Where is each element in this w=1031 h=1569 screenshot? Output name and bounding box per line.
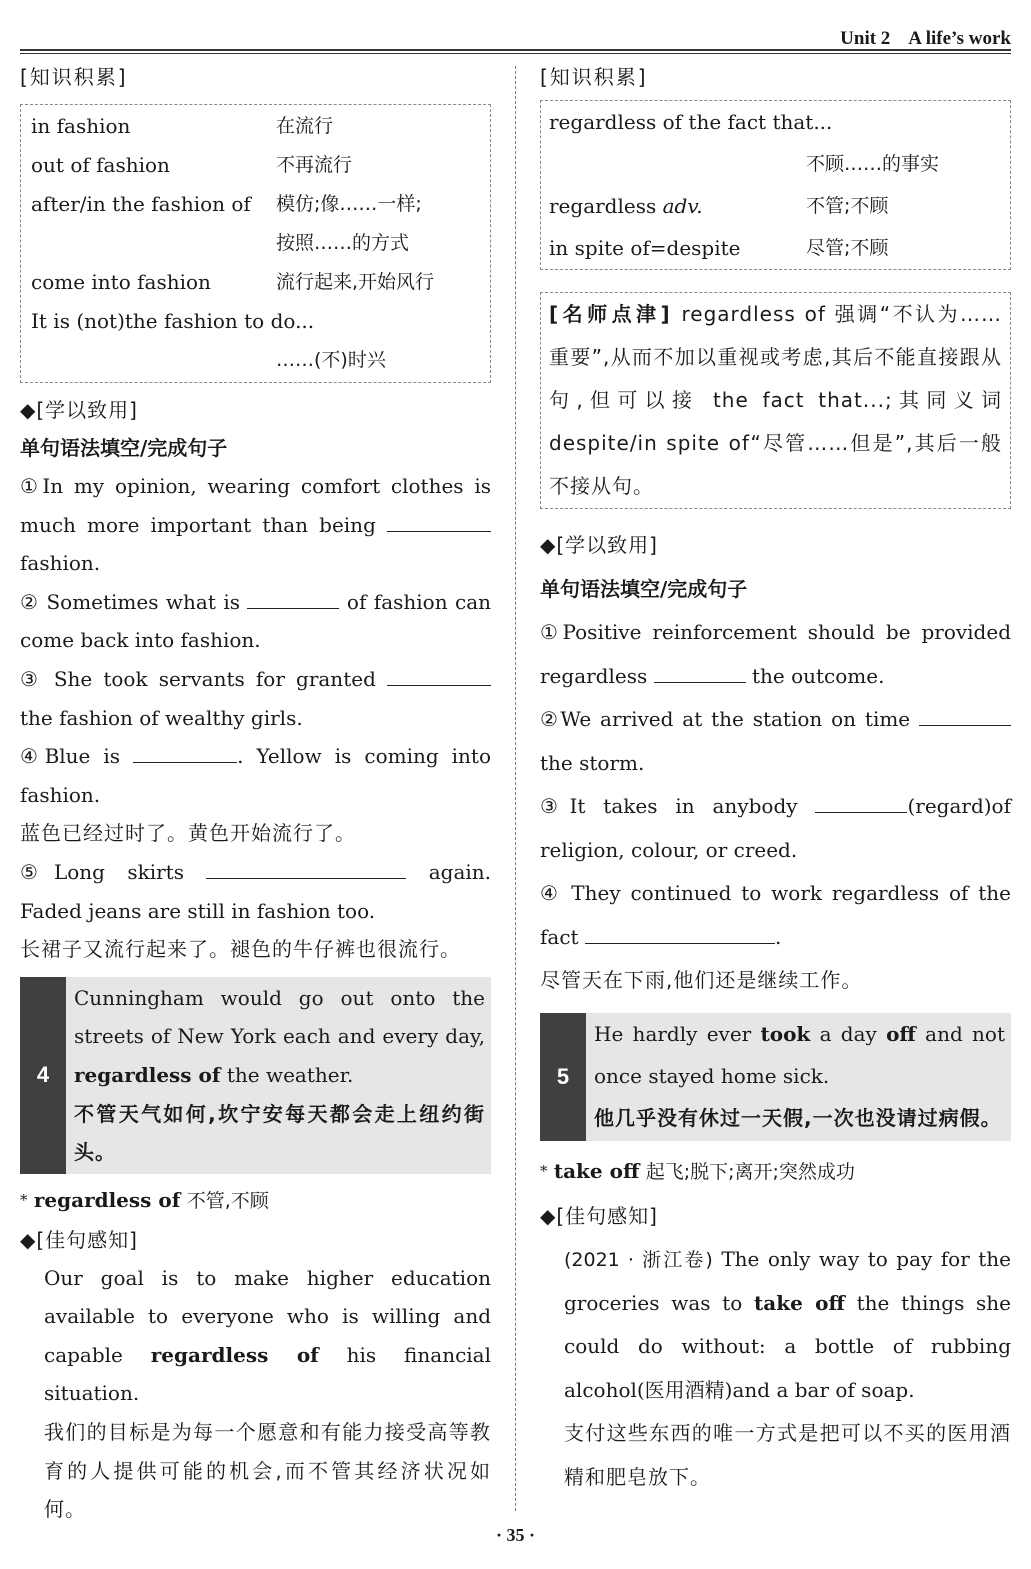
tip-tag: [名师点津]: [549, 302, 673, 326]
vocab-en: out of fashion: [31, 153, 170, 177]
teacher-tip-box: [540, 292, 1011, 509]
answer-blank[interactable]: [206, 858, 406, 879]
vocab-row: [31, 107, 480, 146]
vocab-en: come into fashion: [31, 270, 211, 294]
feature-body: He hardly ever took a day off and not once stayed home sick. 他几乎没有休过一天假,一次也没请过病假。: [586, 1013, 1011, 1141]
vocab-row: [31, 146, 480, 185]
left-column: [20, 62, 491, 1529]
apply-tag: ◆[学以致用]: [20, 398, 138, 422]
example-block: Our goal is to make higher education available to everyone who is willing and capable regardless of his financial situation. 我们的目标是为每一个愿意和有能力接受高等教育的人提供可能的机会,而不管其经济状况如何。: [20, 1259, 491, 1529]
answer-blank[interactable]: [133, 742, 237, 763]
vocab-row: [31, 263, 480, 302]
vocab-en: in fashion: [31, 114, 131, 138]
feature-body: Cunningham would go out onto the streets of New York each and every day, regardless of the weather. 不管天气如何,坎宁安每天都会走上纽约街头。: [66, 977, 491, 1174]
exercise-title: 单句语法填空/完成句子: [540, 577, 748, 601]
question-2: ② Sometimes what is of fashion can come back into fashion.: [20, 589, 492, 653]
vocab-box: [540, 100, 1011, 270]
question-3: ③It takes in anybody (regard)of religion, colour, or creed.: [540, 794, 1011, 862]
tip-text: regardless of 强调“不认为……重要”,从而不加以重视或考虑,其后不能直接跟从句,但可以接 the fact that...;其同义词 despite/in spite of“尽管……但是”,其后一般不接从句。: [549, 302, 1002, 498]
vocab-row: regardless of the fact that...: [549, 110, 833, 134]
answer-blank[interactable]: [247, 588, 339, 609]
vocab-en: [31, 341, 276, 380]
feature-number: 4: [20, 977, 66, 1174]
vocab-zh: 尽管;不顾: [806, 237, 889, 259]
answer-blank[interactable]: [919, 705, 1011, 726]
answer-blank[interactable]: [387, 511, 491, 532]
vocab-row: [31, 341, 480, 380]
question-4-translation: 蓝色已经过时了。黄色开始流行了。: [20, 821, 356, 846]
example-block: (2021 · 浙江卷) The only way to pay for the groceries was to take off the things she could do without: a bottle of rubbing alcohol(医用酒精)and a bar of soap. 支付这些东西的唯一方式是把可以不买的医用酒精和肥皂放下。: [540, 1238, 1011, 1499]
example-source: (2021 · 浙江卷): [564, 1248, 713, 1271]
vocab-en: [31, 224, 276, 263]
note-line: * regardless of 不管,不顾: [20, 1187, 269, 1212]
vocab-zh: 按照……的方式: [276, 232, 410, 254]
feature-number: 5: [540, 1013, 586, 1141]
vocab-box: [20, 104, 491, 383]
question-1: ①In my opinion, wearing comfort clothes is much more important than being fashion.: [20, 474, 491, 576]
example-translation: 我们的目标是为每一个愿意和有能力接受高等教育的人提供可能的机会,而不管其经济状况如何。: [44, 1420, 491, 1522]
question-4: ④Blue is . Yellow is coming into fashion.: [20, 744, 492, 807]
vocab-en: after/in the fashion of: [31, 192, 251, 216]
vocab-zh: 在流行: [276, 115, 334, 137]
vocab-zh: 不再流行: [276, 154, 353, 176]
example-translation: 支付这些东西的唯一方式是把可以不买的医用酒精和肥皂放下。: [564, 1421, 1011, 1489]
answer-blank[interactable]: [585, 923, 775, 944]
question-3: ③ She took servants for granted the fashion of wealthy girls.: [20, 660, 491, 737]
sentence-tag: ◆[佳句感知]: [540, 1203, 658, 1228]
question-4: ④ They continued to work regardless of the fact .: [540, 881, 1011, 949]
feature-box-4: [20, 977, 491, 1174]
right-column: [540, 62, 1011, 1499]
sentence-tag: ◆[佳句感知]: [20, 1227, 138, 1252]
page-number: · 35 ·: [495, 1525, 535, 1545]
header-rule: [20, 49, 1011, 51]
feature-box-5: [540, 1013, 1011, 1141]
vocab-row: [31, 302, 480, 341]
unit-title: A life’s work: [908, 28, 1011, 49]
vocab-zh: 不管;不顾: [806, 195, 889, 217]
exercise-title: 单句语法填空/完成句子: [20, 436, 228, 460]
knowledge-tag: [知识积累]: [20, 65, 128, 89]
answer-blank[interactable]: [815, 792, 907, 813]
vocab-row: [31, 185, 480, 224]
answer-blank[interactable]: [654, 662, 746, 683]
feature-translation: 不管天气如何,坎宁安每天都会走上纽约街头。: [74, 1101, 485, 1165]
vocab-zh: ……(不)时兴: [276, 349, 386, 371]
feature-keyword: regardless of: [74, 1062, 221, 1087]
vocab-en: It is (not)the fashion to do...: [31, 309, 315, 333]
note-line: * take off 起飞;脱下;离开;突然成功: [540, 1158, 855, 1183]
question-1: ①Positive reinforcement should be provided regardless the outcome.: [540, 620, 1011, 688]
question-5-translation: 长裙子又流行起来了。褪色的牛仔裤也很流行。: [20, 937, 461, 962]
knowledge-tag: [知识积累]: [540, 65, 648, 89]
unit-label: Unit 2: [840, 28, 891, 49]
apply-tag: ◆[学以致用]: [540, 533, 658, 557]
vocab-zh: 不顾……的事实: [806, 153, 940, 175]
feature-translation: 他几乎没有休过一天假,一次也没请过病假。: [594, 1105, 1002, 1130]
question-2: ②We arrived at the station on time the storm.: [540, 698, 1011, 785]
question-4-translation: 尽管天在下雨,他们还是继续工作。: [540, 968, 863, 992]
vocab-zh: [314, 302, 480, 341]
vocab-en: in spite of=despite: [549, 236, 741, 260]
column-divider: [515, 66, 516, 1511]
header-rule-thin: [20, 53, 1011, 54]
question-5: ⑤Long skirts again. Faded jeans are still in fashion too.: [20, 859, 492, 923]
vocab-zh: 模仿;像……一样;: [276, 193, 422, 215]
vocab-en: regardless adv.: [549, 194, 703, 218]
vocab-row: [549, 227, 1002, 269]
vocab-row: [31, 224, 480, 263]
vocab-zh: 流行起来,开始风行: [276, 271, 435, 293]
answer-blank[interactable]: [387, 665, 491, 686]
vocab-row: [549, 185, 1002, 227]
